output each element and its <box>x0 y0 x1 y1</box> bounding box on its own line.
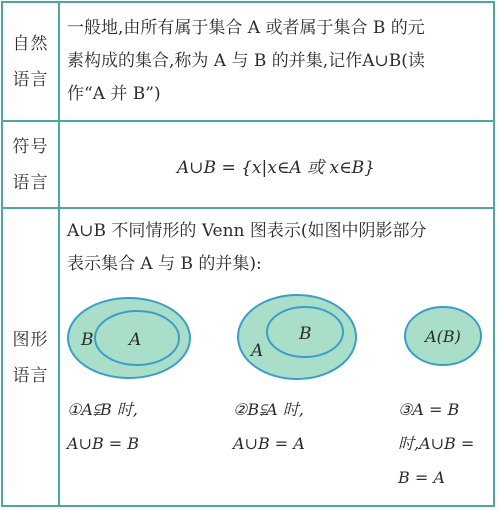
graphic-intro-line-2: 表示集合 A 与 B 的并集): <box>67 254 262 274</box>
case-1-line-2: A∪B = B <box>67 434 140 453</box>
venn-diagram-a-equals-b <box>402 304 484 368</box>
union-formula: A∪B = {x|x∈A 或 x∈B} <box>177 158 375 178</box>
natural-label-line-2: 语言 <box>12 69 49 90</box>
union-definition-table <box>1 1 495 507</box>
case-2-line-2: A∪B = A <box>233 434 305 453</box>
diagram-3-label: A(B) <box>425 327 461 346</box>
symbolic-label-line-2: 语言 <box>12 172 49 193</box>
row-divider-1 <box>3 120 493 122</box>
case-1-line-1: ①A⫋B 时, <box>67 400 138 419</box>
natural-line-1: 一般地,由所有属于集合 A 或者属于集合 B 的元 <box>67 18 425 38</box>
symbolic-language-label <box>3 122 58 207</box>
natural-label-line-1: 自然 <box>12 33 49 54</box>
diagram-2-outer-label: A <box>251 341 264 361</box>
case-2-text <box>233 393 305 461</box>
case-3-line-1: ③A = B <box>398 400 460 419</box>
column-divider <box>58 3 60 505</box>
case-3-line-3: B = A <box>398 468 445 487</box>
graphic-label-line-1: 图形 <box>12 330 49 350</box>
graphic-label-line-2: 语言 <box>12 366 49 386</box>
venn-diagram-a-subset-b <box>65 295 193 381</box>
graphic-language-label <box>3 209 58 507</box>
venn-diagram-b-subset-a <box>235 292 359 382</box>
case-2-line-1: ②B⫋A 时, <box>233 400 304 419</box>
natural-line-2: 素构成的集合,称为 A 与 B 的并集,记作A∪B(读 <box>67 51 425 71</box>
natural-language-label <box>3 3 58 120</box>
symbolic-label-line-1: 符号 <box>12 136 49 157</box>
diagram-2-inner-label: B <box>299 324 312 344</box>
natural-language-text <box>67 12 425 111</box>
natural-line-3: 作“A 并 B”) <box>67 84 161 104</box>
diagram-1-outer-label: B <box>81 330 94 350</box>
row-divider-2 <box>3 207 493 209</box>
diagram-1-inner-label: A <box>129 330 142 350</box>
case-1-text <box>67 393 139 461</box>
case-3-text <box>398 393 474 495</box>
case-3-line-2: 时,A∪B = <box>398 434 475 453</box>
graphic-intro-line-1: A∪B 不同情形的 Venn 图表示(如图中阴影部分 <box>67 221 427 241</box>
graphic-intro-text <box>67 215 427 281</box>
